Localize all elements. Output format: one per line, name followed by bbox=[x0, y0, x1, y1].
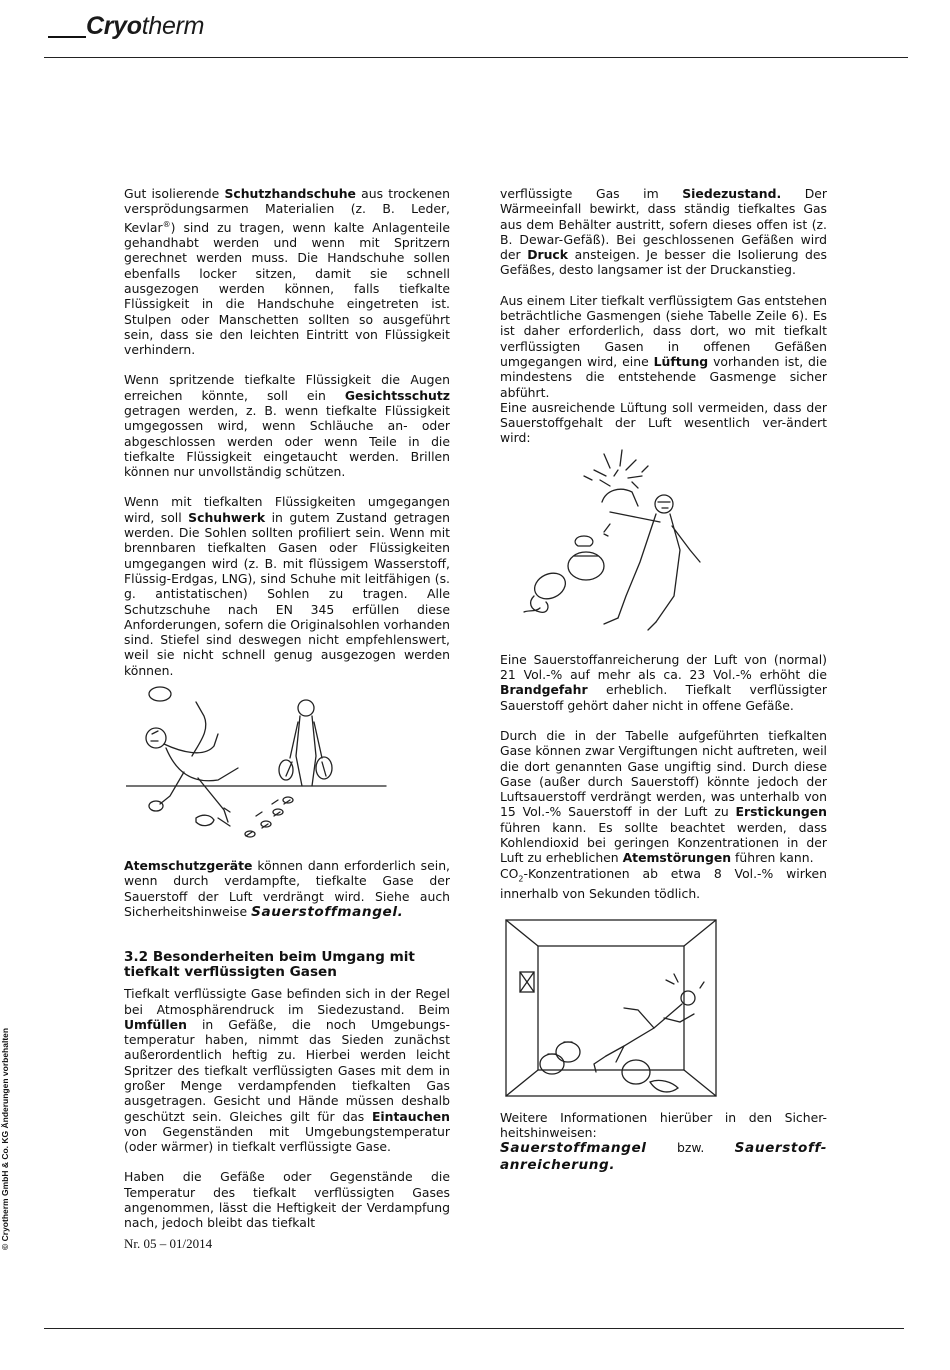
term-atemstoerungen: Atemstörungen bbox=[622, 850, 732, 866]
paragraph-ventilation-goal: Eine ausreichende Lüftung soll vermeiden, dass der Sauerstoffgehalt der Luft wesentlich ver-ändert wird: bbox=[500, 399, 827, 446]
term-lueftung: Lüftung bbox=[653, 353, 709, 369]
logo-bold-part: Cryo bbox=[86, 12, 142, 40]
copyright-notice: © Cryotherm GmbH & Co. KG Änderungen vorbehalten bbox=[0, 1027, 10, 1250]
text: Eine Sauerstoffanreicherung der Luft von (normal) 21 Vol.-% auf mehr als ca. 23 Vol.-% erhöht die bbox=[500, 651, 827, 683]
text: ansteigen. Je besser die Isolierung des Gefäßes, desto langsamer ist der Druckanstieg. bbox=[500, 247, 827, 278]
text: verflüssigte Gas im bbox=[500, 186, 683, 201]
paragraph-boiling-state bbox=[500, 186, 827, 278]
term-schutzhandschuhe: Schutzhandschuhe bbox=[224, 186, 356, 201]
term-gesichtsschutz: Gesichtsschutz bbox=[344, 387, 450, 403]
document-number: Nr. 05 – 01/2014 bbox=[124, 1236, 213, 1251]
illustration-slipping-worker bbox=[126, 686, 426, 846]
illustration-burning-worker bbox=[514, 446, 724, 632]
text: Weitere Informationen hierüber in den Sicher-heitshinweisen: bbox=[500, 1109, 827, 1140]
illustration-collapsed-worker-room bbox=[504, 918, 720, 1098]
paragraph-co2 bbox=[500, 866, 827, 902]
ref-sauerstoffmangel: Sauerstoffmangel. bbox=[251, 903, 404, 920]
text: Wenn spritzende tiefkalte Flüssigkeit die Augen erreichen könnte, soll ein bbox=[124, 372, 450, 403]
text: in Gefäße, die noch Umgebungs-temperatur haben, nimmt das Sieden zunächst außerordentlich heftig zu. Hierbei werden leicht Spritzer des tiefkalt verflüssigten Gases mit dem in großer Menge verdampfenden tiefkalten Gas ausgetragen. Gesicht und Hände müssen deshalb geschützt sein. Gleiches gilt für das bbox=[124, 1016, 450, 1124]
text: aus trockenen versprödungsarmen Materialien (z. B. Leder, Kevlar bbox=[124, 186, 450, 235]
paragraph-temperature: Haben die Gefäße oder Gegenstände die Temperatur des tiefkalt verflüssigten Gases angenommen, lässt die Heftigkeit der Verdampfung nach, jedoch bleibt das tiefkalt bbox=[124, 1169, 450, 1231]
paragraph-respiratory bbox=[124, 858, 450, 920]
text: Aus einem Liter tiefkalt verflüssigtem Gas entstehen beträchtliche Gasmengen (siehe Tabelle Zeile 6). Es ist daher erforderlich, dass dort, wo mit tiefkalt verflüssigten Gasen in offenen Gefäßen umgegangen wird, eine bbox=[500, 292, 827, 369]
logo-light-part: therm bbox=[141, 12, 205, 40]
text: Wenn mit tiefkalten Flüssigkeiten umgegangen wird, soll bbox=[124, 494, 450, 525]
header-rule bbox=[44, 57, 908, 58]
ref-sauerstoffmangel: Sauerstoffmangel bbox=[500, 1140, 647, 1157]
text: erheblich. Tiefkalt verflüssigter Sauerstoff gehört daher nicht in offene Gefäße. bbox=[500, 682, 827, 713]
logo-underline bbox=[48, 36, 86, 38]
paragraph-further-info bbox=[500, 1110, 827, 1141]
term-erstickungen: Erstickungen bbox=[735, 804, 827, 820]
text: führen kann. Es sollte beachtet werden, dass Kohlendioxid bei geringen Konzentrationen in der Luft zu erheblichen bbox=[500, 819, 827, 866]
term-umfuellen: Umfüllen bbox=[124, 1016, 187, 1032]
text: bzw. bbox=[646, 1140, 735, 1156]
term-siedezustand: Siedezustand. bbox=[682, 186, 782, 201]
text: in gutem Zustand getragen werden. Die Sohlen sollten profiliert sein. Wenn mit brennbaren tiefkalten Gasen oder Flüssigkeiten umgegangen wird (z. B. mit flüssigem Wasserstoff, Flüssig-Erdgas, LNG), sind Schuhe mit leitfähigen (s. g. antistatischen) Sohlen zu tragen. Alle Schutzschuhe nach EN 345 erfüllen diese Anforderungen, sofern die Originalsohlen vorhanden sind. Stiefel sind deswegen nicht empfehlenswert, weil sie nicht schnell genug ausgezogen werden können. bbox=[124, 509, 450, 678]
paragraph-suffocation bbox=[500, 728, 827, 866]
paragraph-footwear bbox=[124, 494, 450, 678]
footer-rule bbox=[44, 1328, 904, 1329]
term-brandgefahr: Brandgefahr bbox=[500, 682, 588, 698]
right-column bbox=[500, 186, 827, 1173]
term-atemschutzgeraete: Atemschutzgeräte bbox=[124, 858, 253, 874]
term-eintauchen: Eintauchen bbox=[371, 1108, 450, 1124]
text: vorhanden ist, die mindestens die entstehende Gasmenge sicher abführt. bbox=[500, 353, 827, 400]
text: Durch die in der Tabelle aufgeführten tiefkalten Gase können zwar Vergiftungen nicht auftreten, weil die dort genannten Gase ungiftig sind. Durch diese Gase (außer durch Sauerstoff) könnte jedoch der Luftsauerstoff verdrängt werden, was unterhalb von 15 Vol.-% Sauerstoff in der Luft zu bbox=[500, 727, 827, 820]
text: von Gegenständen mit Umgebungstemperatur (oder wärmer) in tiefkalt verflüssigte Gase. bbox=[124, 1123, 450, 1155]
text: -Konzentrationen ab etwa 8 Vol.-% wirken innerhalb von Sekunden tödlich. bbox=[500, 865, 827, 902]
text: Tiefkalt verflüssigte Gase befinden sich in der Regel bei Atmosphärendruck im Siedezustand. Beim bbox=[124, 986, 450, 1017]
paragraph-face-protection bbox=[124, 372, 450, 479]
term-druck: Druck bbox=[527, 247, 569, 263]
left-column bbox=[124, 186, 450, 1246]
paragraph-ventilation bbox=[500, 293, 827, 400]
paragraph-oxygen-enrichment bbox=[500, 652, 827, 713]
ref-sauerstoffanreicherung: Sauerstoff-anreicherung. bbox=[500, 1140, 827, 1173]
paragraph-boiling bbox=[124, 986, 450, 1154]
text: getragen werden, z. B. wenn tiefkalte Flüssigkeit umgegossen wird, wenn Schläuche an- oder abgeschlossen werden oder wenn Teile in die tiefkalte Flüssigkeit eingetaucht werden. Brillen können nur unvollständig schützen. bbox=[124, 402, 450, 480]
text: Gut isolierende bbox=[124, 186, 225, 201]
text: führen kann. bbox=[731, 850, 814, 866]
registered-mark: ® bbox=[162, 219, 171, 229]
text: Der Wärmeeinfall bewirkt, dass ständig tiefkaltes Gas aus dem Behälter austritt, sofern dieses offen ist (z. B. Dewar-Gefäß). Bei geschlossenen Gefäßen wird der bbox=[500, 186, 828, 263]
subscript-2: 2 bbox=[518, 874, 524, 884]
paragraph-references bbox=[500, 1140, 827, 1173]
cryotherm-logo bbox=[86, 12, 204, 41]
section-heading-3-2: 3.2 Besonderheiten beim Umgang mit tiefkalt verflüssigten Gasen bbox=[124, 949, 415, 981]
text: CO bbox=[500, 865, 519, 881]
text: ) sind zu tragen, wenn kalte Anlagenteile gehandhabt werden und wenn mit Spritzern gerechnet werden muss. Die Handschuhe sollen ebenfalls locker sitzen, damit sie schnell ausgezogen werden können, falls tiefkalte Flüssigkeit in die Handschuhe eingetreten ist. Stulpen oder Manschetten sollten so ausgeführt sein, dass sie den leichten Eintritt von Flüssigkeit verhindern. bbox=[124, 219, 450, 358]
term-schuhwerk: Schuhwerk bbox=[188, 509, 266, 525]
text: können dann erforderlich sein, wenn durch verdampfte, tiefkalte Gase der Sauerstoff der Luft verdrängt wird. Siehe auch Sicherheitshinweise bbox=[124, 858, 450, 919]
paragraph-gloves bbox=[124, 186, 450, 357]
